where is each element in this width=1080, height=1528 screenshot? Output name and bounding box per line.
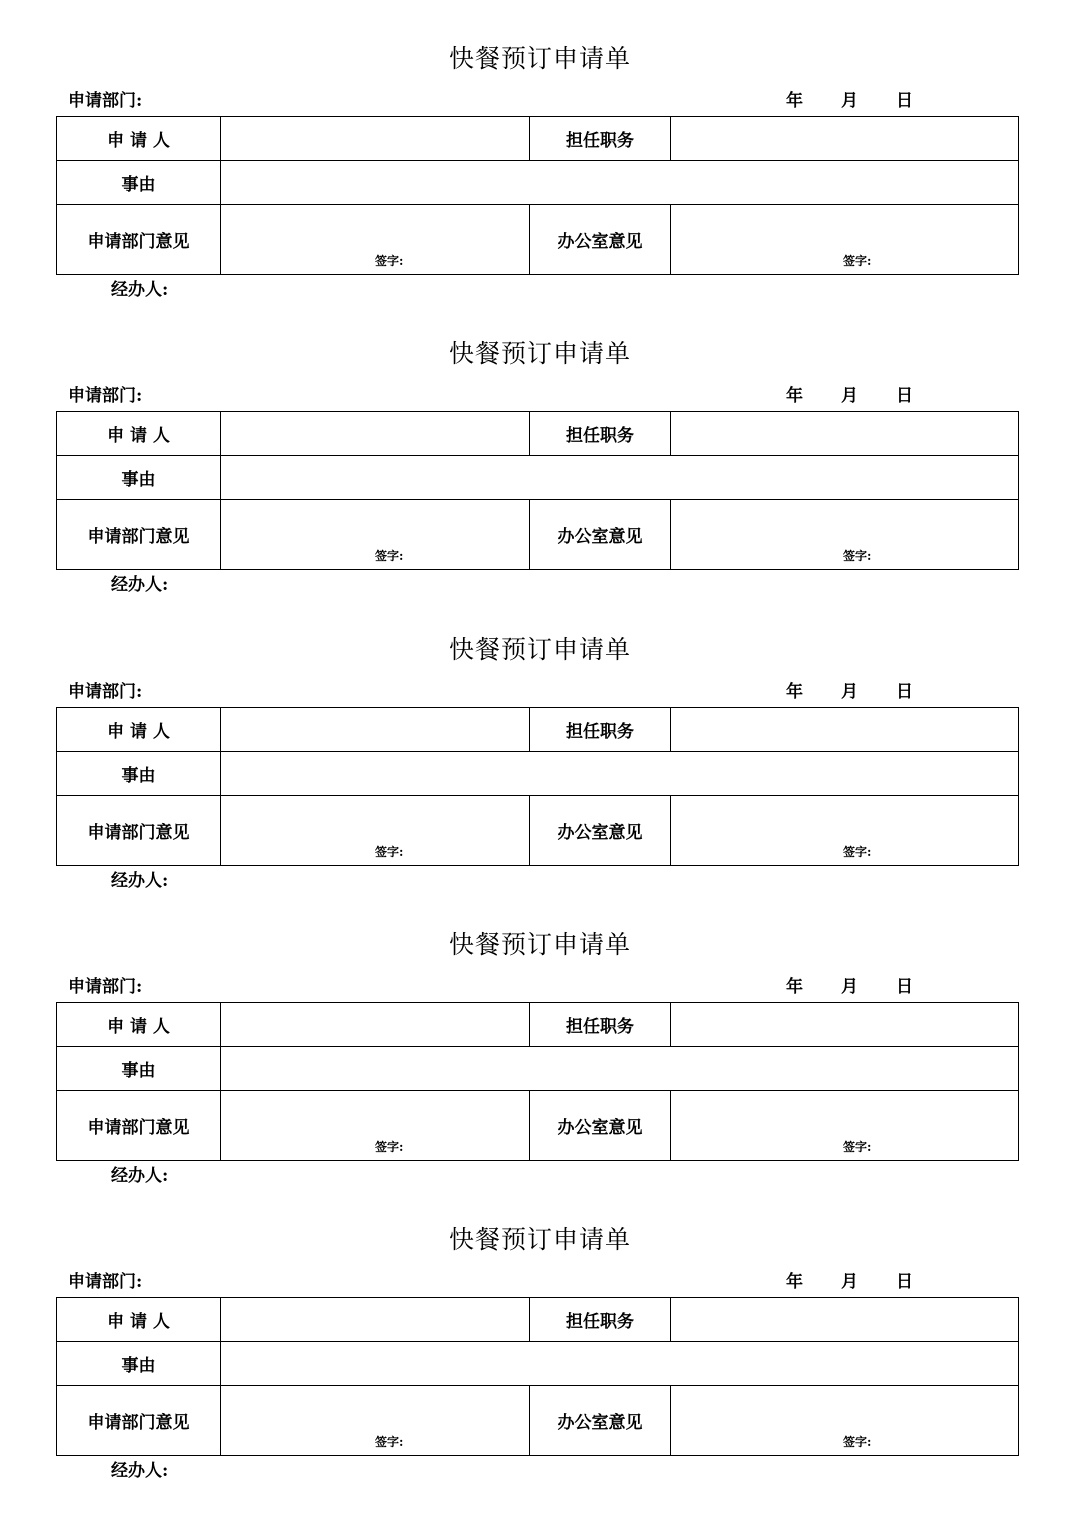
position-label: 担任职务	[530, 1298, 671, 1342]
applicant-field[interactable]	[221, 1003, 530, 1047]
day-label: 日	[896, 977, 913, 997]
office-sign-label: 签字:	[843, 549, 872, 563]
office-sign-label: 签字:	[843, 845, 872, 859]
position-label: 担任职务	[530, 708, 671, 752]
applicant-label: 申 请 人	[57, 1298, 221, 1342]
month-label: 月	[841, 386, 858, 406]
department-label: 申请部门:	[68, 682, 143, 702]
position-label: 担任职务	[530, 1003, 671, 1047]
month-label: 月	[841, 682, 858, 702]
form-table	[56, 411, 1019, 570]
dept-opinion-field[interactable]	[221, 500, 530, 570]
office-sign-label: 签字:	[843, 254, 872, 268]
year-label: 年	[786, 386, 803, 406]
handler-label: 经办人:	[111, 1461, 169, 1481]
department-label: 申请部门:	[68, 977, 143, 997]
year-label: 年	[786, 91, 803, 111]
table-row	[57, 1342, 1019, 1386]
office-opinion-field[interactable]	[671, 205, 1019, 275]
position-field[interactable]	[671, 1298, 1019, 1342]
table-row	[57, 796, 1019, 866]
dept-sign-label: 签字:	[375, 1140, 404, 1154]
table-row	[57, 1091, 1019, 1161]
reason-label: 事由	[57, 752, 221, 796]
reason-label: 事由	[57, 1047, 221, 1091]
position-field[interactable]	[671, 412, 1019, 456]
office-opinion-field[interactable]	[671, 1091, 1019, 1161]
dept-opinion-label: 申请部门意见	[57, 500, 221, 570]
reason-label: 事由	[57, 456, 221, 500]
form-title: 快餐预订申请单	[448, 930, 631, 959]
position-label: 担任职务	[530, 412, 671, 456]
table-row	[57, 161, 1019, 205]
office-sign-label: 签字:	[843, 1435, 872, 1449]
day-label: 日	[896, 682, 913, 702]
dept-opinion-field[interactable]	[221, 1386, 530, 1456]
applicant-field[interactable]	[221, 1298, 530, 1342]
position-label: 担任职务	[530, 117, 671, 161]
year-label: 年	[786, 682, 803, 702]
month-label: 月	[841, 1272, 858, 1292]
application-form-3	[0, 591, 1080, 891]
form-table	[56, 1002, 1019, 1161]
reason-label: 事由	[57, 161, 221, 205]
table-row	[57, 117, 1019, 161]
office-opinion-label: 办公室意见	[530, 1386, 671, 1456]
applicant-field[interactable]	[221, 117, 530, 161]
year-label: 年	[786, 1272, 803, 1292]
office-opinion-field[interactable]	[671, 796, 1019, 866]
table-row	[57, 1003, 1019, 1047]
dept-opinion-field[interactable]	[221, 205, 530, 275]
dept-opinion-label: 申请部门意见	[57, 1091, 221, 1161]
office-opinion-field[interactable]	[671, 1386, 1019, 1456]
form-title: 快餐预订申请单	[448, 339, 631, 368]
day-label: 日	[896, 91, 913, 111]
application-form-1	[0, 0, 1080, 300]
table-row	[57, 708, 1019, 752]
table-row	[57, 456, 1019, 500]
dept-opinion-label: 申请部门意见	[57, 796, 221, 866]
department-label: 申请部门:	[68, 1272, 143, 1292]
handler-label: 经办人:	[111, 1166, 169, 1186]
reason-field[interactable]	[221, 161, 1019, 205]
dept-opinion-field[interactable]	[221, 796, 530, 866]
office-opinion-label: 办公室意见	[530, 796, 671, 866]
form-table	[56, 707, 1019, 866]
application-form-5	[0, 1181, 1080, 1481]
applicant-label: 申 请 人	[57, 708, 221, 752]
month-label: 月	[841, 977, 858, 997]
dept-sign-label: 签字:	[375, 1435, 404, 1449]
application-form-4	[0, 886, 1080, 1186]
dept-sign-label: 签字:	[375, 549, 404, 563]
office-sign-label: 签字:	[843, 1140, 872, 1154]
table-row	[57, 412, 1019, 456]
form-title: 快餐预订申请单	[448, 44, 631, 73]
reason-field[interactable]	[221, 752, 1019, 796]
table-row	[57, 205, 1019, 275]
month-label: 月	[841, 91, 858, 111]
table-row	[57, 1386, 1019, 1456]
day-label: 日	[896, 1272, 913, 1292]
dept-sign-label: 签字:	[375, 845, 404, 859]
day-label: 日	[896, 386, 913, 406]
application-form-2	[0, 295, 1080, 595]
form-table	[56, 116, 1019, 275]
form-table	[56, 1297, 1019, 1456]
form-title: 快餐预订申请单	[448, 1225, 631, 1254]
dept-opinion-label: 申请部门意见	[57, 1386, 221, 1456]
form-title: 快餐预订申请单	[448, 635, 631, 664]
department-label: 申请部门:	[68, 386, 143, 406]
year-label: 年	[786, 977, 803, 997]
reason-field[interactable]	[221, 456, 1019, 500]
reason-label: 事由	[57, 1342, 221, 1386]
handler-label: 经办人:	[111, 575, 169, 595]
dept-opinion-field[interactable]	[221, 1091, 530, 1161]
applicant-label: 申 请 人	[57, 1003, 221, 1047]
office-opinion-field[interactable]	[671, 500, 1019, 570]
position-field[interactable]	[671, 117, 1019, 161]
table-row	[57, 752, 1019, 796]
position-field[interactable]	[671, 1003, 1019, 1047]
applicant-label: 申 请 人	[57, 117, 221, 161]
applicant-field[interactable]	[221, 412, 530, 456]
table-row	[57, 1047, 1019, 1091]
dept-opinion-label: 申请部门意见	[57, 205, 221, 275]
department-label: 申请部门:	[68, 91, 143, 111]
handler-label: 经办人:	[111, 280, 169, 300]
reason-field[interactable]	[221, 1342, 1019, 1386]
office-opinion-label: 办公室意见	[530, 500, 671, 570]
handler-label: 经办人:	[111, 871, 169, 891]
table-row	[57, 500, 1019, 570]
dept-sign-label: 签字:	[375, 254, 404, 268]
applicant-field[interactable]	[221, 708, 530, 752]
table-row	[57, 1298, 1019, 1342]
office-opinion-label: 办公室意见	[530, 1091, 671, 1161]
office-opinion-label: 办公室意见	[530, 205, 671, 275]
position-field[interactable]	[671, 708, 1019, 752]
reason-field[interactable]	[221, 1047, 1019, 1091]
applicant-label: 申 请 人	[57, 412, 221, 456]
